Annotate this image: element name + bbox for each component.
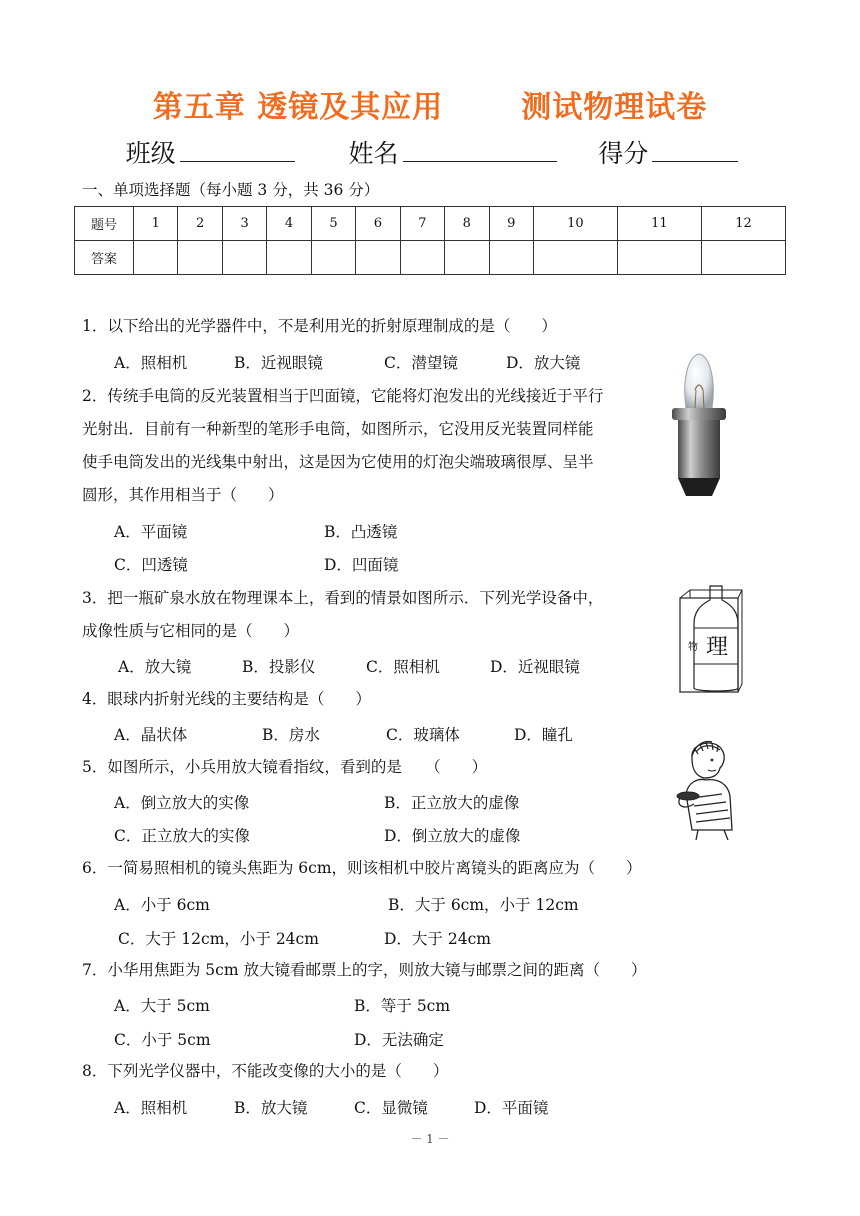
q5-option-c[interactable]: C．正立放大的实像 [114, 827, 250, 845]
question-number-cell: 5 [311, 207, 355, 241]
answer-cell[interactable] [134, 241, 178, 275]
q1-option-b[interactable]: B．近视眼镜 [234, 354, 323, 372]
q6-option-c[interactable]: C．大于 12cm，小于 24cm [118, 930, 319, 948]
question-1: 1．以下给出的光学器件中，不是利用光的折射原理制成的是（ ） [82, 317, 557, 335]
score-blank[interactable] [652, 143, 738, 162]
q8-option-b[interactable]: B．放大镜 [234, 1099, 308, 1117]
q7-option-c[interactable]: C．小于 5cm [114, 1031, 211, 1049]
answer-cell[interactable] [533, 241, 617, 275]
q6-option-a[interactable]: A．小于 6cm [114, 896, 210, 914]
question-3-line-1: 3．把一瓶矿泉水放在物理课本上，看到的情景如图所示．下列光学设备中， [82, 589, 604, 607]
q7-option-d[interactable]: D．无法确定 [354, 1031, 444, 1049]
q8-option-c[interactable]: C．显微镜 [354, 1099, 428, 1117]
question-number-cell: 8 [445, 207, 489, 241]
class-blank[interactable] [180, 143, 295, 162]
question-number-cell: 4 [267, 207, 311, 241]
q4-option-c[interactable]: C．玻璃体 [386, 726, 460, 744]
answer-cell[interactable] [617, 241, 701, 275]
question-number-cell: 9 [489, 207, 533, 241]
answer-cell[interactable] [356, 241, 400, 275]
question-2-line-4: 圆形，其作用相当于（ ） [82, 486, 284, 504]
class-label: 班级 [125, 139, 176, 168]
q2-option-b[interactable]: B．凸透镜 [324, 523, 398, 541]
q1-option-a[interactable]: A．照相机 [114, 354, 188, 372]
student-info [0, 134, 860, 170]
figure-book-text-big: 理 [706, 635, 729, 660]
question-8: 8．下列光学仪器中，不能改变像的大小的是（ ） [82, 1062, 449, 1080]
q5-option-b[interactable]: B．正立放大的虚像 [384, 794, 520, 812]
q5-option-d[interactable]: D．倒立放大的虚像 [384, 827, 521, 845]
answer-cell[interactable] [178, 241, 222, 275]
question-4: 4．眼球内折射光线的主要结构是（ ） [82, 690, 371, 708]
q3-option-b[interactable]: B．投影仪 [242, 658, 316, 676]
answer-cell[interactable] [311, 241, 355, 275]
q6-option-b[interactable]: B．大于 6cm，小于 12cm [388, 896, 579, 914]
question-number-cell: 6 [356, 207, 400, 241]
q4-option-a[interactable]: A．晶状体 [114, 726, 188, 744]
question-number-cell: 12 [701, 207, 785, 241]
question-6: 6．一简易照相机的镜头焦距为 6cm，则该相机中胶片离镜头的距离应为（ ） [82, 859, 642, 877]
bottle-on-book-figure [676, 584, 746, 696]
q3-option-d[interactable]: D．近视眼镜 [490, 658, 580, 676]
q2-option-a[interactable]: A．平面镜 [114, 523, 188, 541]
score-label: 得分 [598, 139, 649, 168]
q7-option-b[interactable]: B．等于 5cm [354, 997, 451, 1015]
q1-option-d[interactable]: D．放大镜 [506, 354, 581, 372]
q8-option-a[interactable]: A．照相机 [114, 1099, 188, 1117]
table-row-numbers [75, 207, 786, 241]
q6-option-d[interactable]: D．大于 24cm [384, 930, 491, 948]
question-number-cell: 2 [178, 207, 222, 241]
question-number-cell: 11 [617, 207, 701, 241]
q4-option-d[interactable]: D．瞳孔 [514, 726, 573, 744]
name-blank[interactable] [403, 143, 557, 162]
title-chapter: 第五章 透镜及其应用 [152, 90, 444, 125]
answer-table [74, 206, 786, 275]
answer-cell[interactable] [701, 241, 785, 275]
section-heading: 一、单项选择题（每小题 3 分，共 36 分） [82, 181, 380, 199]
question-number-cell: 10 [533, 207, 617, 241]
answer-cell[interactable] [445, 241, 489, 275]
question-2-line-2: 光射出．目前有一种新型的笔形手电筒，如图所示，它没用反光装置同样能 [82, 420, 594, 438]
answer-cell[interactable] [267, 241, 311, 275]
page-number: － 1 － [410, 1132, 450, 1146]
question-number-cell: 7 [400, 207, 444, 241]
q4-option-b[interactable]: B．房水 [262, 726, 320, 744]
question-2-line-1: 2．传统手电筒的反光装置相当于凹面镜，它能将灯泡发出的光线接近于平行 [82, 387, 604, 405]
table-row-answers [75, 241, 786, 275]
figure-book-text-small: 物 [688, 642, 698, 653]
name-label: 姓名 [348, 139, 399, 168]
flashlight-bulb-figure [668, 350, 730, 502]
q5-option-a[interactable]: A．倒立放大的实像 [114, 794, 250, 812]
q8-option-d[interactable]: D．平面镜 [474, 1099, 549, 1117]
q3-option-c[interactable]: C．照相机 [366, 658, 440, 676]
boy-magnifier-figure [672, 736, 744, 840]
answer-cell[interactable] [400, 241, 444, 275]
q2-option-c[interactable]: C．凹透镜 [114, 556, 188, 574]
q1-option-c[interactable]: C．潜望镜 [384, 354, 458, 372]
q2-option-d[interactable]: D．凹面镜 [324, 556, 399, 574]
question-5: 5．如图所示，小兵用放大镜看指纹，看到的是 （ ） [82, 758, 488, 776]
question-number-cell: 3 [222, 207, 266, 241]
row-header-answer: 答案 [75, 241, 134, 275]
question-number-cell: 1 [134, 207, 178, 241]
page-title [0, 82, 860, 126]
q3-option-a[interactable]: A．放大镜 [118, 658, 192, 676]
q7-option-a[interactable]: A．大于 5cm [114, 997, 210, 1015]
question-2-line-3: 使手电筒发出的光线集中射出，这是因为它使用的灯泡尖端玻璃很厚、呈半 [82, 453, 594, 471]
question-7: 7．小华用焦距为 5cm 放大镜看邮票上的字，则放大镜与邮票之间的距离（ ） [82, 961, 647, 979]
question-3-line-2: 成像性质与它相同的是（ ） [82, 622, 300, 640]
answer-cell[interactable] [222, 241, 266, 275]
answer-cell[interactable] [489, 241, 533, 275]
row-header-number: 题号 [75, 207, 134, 241]
title-exam: 测试物理试卷 [521, 90, 708, 125]
